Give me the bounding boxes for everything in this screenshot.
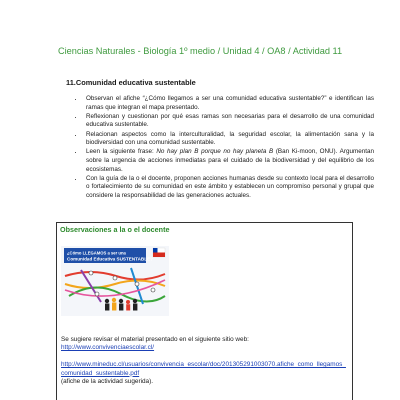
convivencia-link[interactable]: http://www.convivenciaescolar.cl/: [61, 344, 155, 352]
list-item: • Con la guía de la o el docente, proponen acciones humanas desde su contexto local para el desarrollo o fortalecimiento de su comunidad en este ámbito y establecen un compromiso personal y grupal que considere la responsabilidad de las generaciones actuales.: [84, 175, 374, 201]
quote-rest: (Ban Ki-moon, ONU). Argumentan sobre la urgencia de acciones inmediatas para el cuidado de la biodiversidad y del equilibrio de los ecosistemas.: [86, 148, 374, 173]
list-item: • Relacionan aspectos como la interculturalidad, la seguridad escolar, la alimentación sana y la biodiversidad con una comunidad sustentable.: [84, 131, 374, 148]
quote-text: No hay plan B porque no hay planeta B: [156, 148, 274, 156]
page-header: Ciencias Naturales - Biología 1º medio / Unidad 4 / OA8 / Actividad 11: [58, 46, 343, 56]
observations-box: [56, 222, 353, 400]
afiche-pdf-link[interactable]: http://www.mineduc.cl/usuarios/convivencia_escolar/doc/201305291003070.afiche_como_llegamos_comunidad_sustentable.pdf: [61, 361, 346, 377]
observations-paragraph: [61, 336, 349, 353]
list-item: [84, 148, 374, 174]
afiche-note: (afiche de la actividad sugerida).: [61, 378, 154, 386]
poster-illustration: [61, 246, 169, 316]
poster-banner-line2: Comunidad Educativa SUSTENTABLE?: [67, 256, 153, 262]
list-item: • Reflexionan y cuestionan por qué esas ramas son necesarias para el desarrollo de una comunidad educativa sustentable.: [84, 113, 374, 130]
observations-paragraph: [61, 361, 349, 386]
quote-intro: Leen la siguiente frase:: [86, 148, 157, 156]
section-title: 11.Comunidad educativa sustentable: [66, 78, 196, 87]
list-item: • Observan el afiche “¿Cómo llegamos a ser una comunidad educativa sustentable?” e identifican las ramas que integran el mapa presentado.: [84, 95, 374, 112]
poster-banner-line1: ¿Cómo LLEGAMOS a ser una: [67, 250, 126, 256]
suggestion-text: Se sugiere revisar el material presentado en el siguiente sitio web:: [61, 336, 249, 343]
poster-image: [61, 246, 169, 316]
observations-text: [61, 336, 349, 395]
observations-title: Observaciones a la o el docente: [60, 225, 170, 234]
activity-list: [56, 95, 374, 201]
